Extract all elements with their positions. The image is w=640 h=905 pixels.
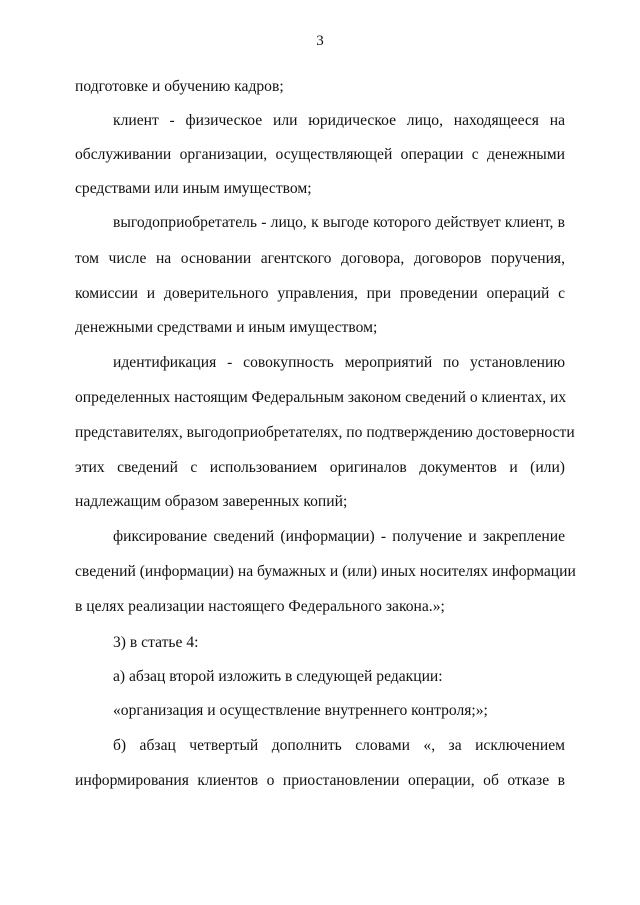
text-line: том числе на основании агентского договора, договоров поручения, <box>75 250 565 267</box>
text-line: б) абзац четвертый дополнить словами «, за исключением <box>113 737 565 754</box>
text-line: фиксирование сведений (информации) - получение и закрепление <box>113 528 565 545</box>
text-line: подготовке и обучению кадров; <box>75 78 284 95</box>
text-line: денежными средствами и иным имуществом; <box>75 319 378 336</box>
text-line: представителях, выгодоприобретателях, по подтверждению достоверности <box>75 424 575 441</box>
text-line: «организация и осуществление внутреннего контроля;»; <box>113 702 488 719</box>
text-line: клиент - физическое или юридическое лицо, находящееся на <box>113 112 565 129</box>
text-line: комиссии и доверительного управления, при проведении операций с <box>75 285 565 302</box>
text-line: выгодоприобретатель - лицо, к выгоде которого действует клиент, в <box>113 214 565 231</box>
text-line: в целях реализации настоящего Федерального закона.»; <box>75 598 445 615</box>
text-line: сведений (информации) на бумажных и (или) иных носителях информации <box>75 563 576 580</box>
text-line: надлежащим образом заверенных копий; <box>75 493 348 510</box>
text-line: а) абзац второй изложить в следующей редакции: <box>113 668 443 685</box>
text-line: обслуживании организации, осуществляющей операции с денежными <box>75 146 565 163</box>
text-line: средствами или иным имуществом; <box>75 180 312 197</box>
text-line: 3) в статье 4: <box>113 634 199 651</box>
text-line: определенных настоящим Федеральным законом сведений о клиентах, их <box>75 389 567 406</box>
page-number: 3 <box>316 33 324 49</box>
text-line: этих сведений с использованием оригиналов документов и (или) <box>75 459 565 476</box>
text-line: информирования клиентов о приостановлении операции, об отказе в <box>75 772 565 789</box>
text-line: идентификация - совокупность мероприятий по установлению <box>113 354 565 371</box>
